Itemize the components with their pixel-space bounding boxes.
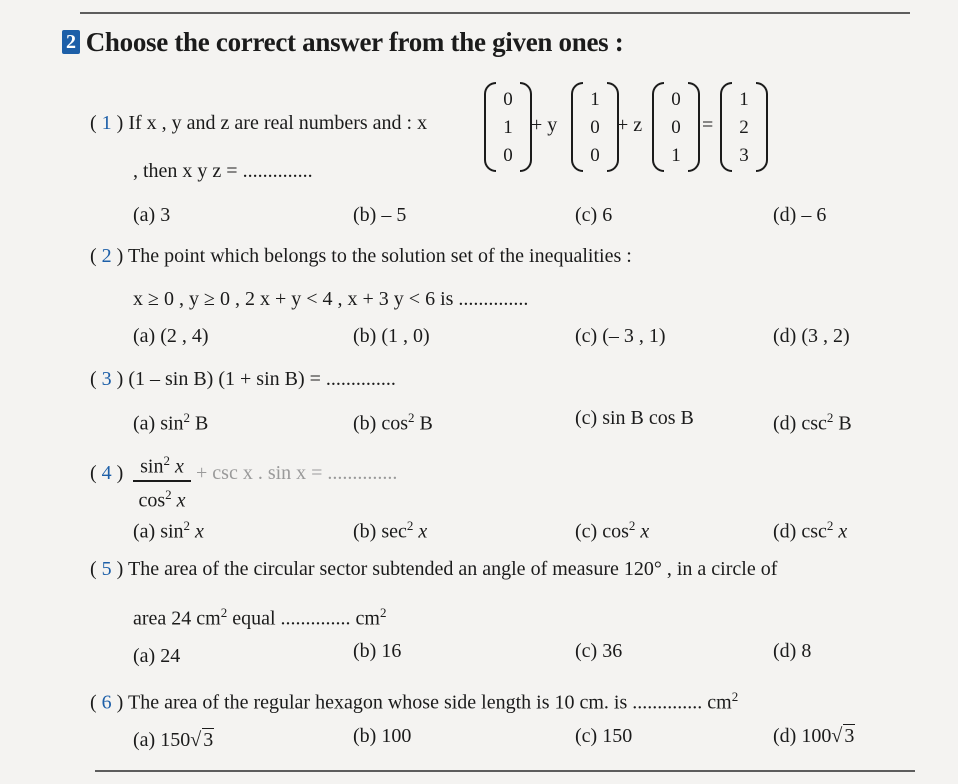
question-6-stem: The area of the regular hexagon whose side length is 10 cm. is .............. cm <box>127 691 732 714</box>
q2-option-b[interactable]: (b) (1 , 0) <box>353 325 430 347</box>
question-4-rest: + csc x . sin x = .............. <box>196 462 398 484</box>
q6-option-c[interactable]: (c) 150 <box>575 725 633 747</box>
q1-option-d[interactable]: (d) – 6 <box>773 204 827 226</box>
q1-option-a[interactable]: (a) 3 <box>133 204 171 226</box>
question-5-number: 5 <box>101 558 112 580</box>
question-3-stem: (1 – sin B) (1 + sin B) = .............. <box>128 368 396 390</box>
bottom-rule <box>95 770 915 772</box>
question-4-number: 4 <box>101 462 112 484</box>
question-3-text: ( 3 ) (1 – sin B) (1 + sin B) = .............. <box>90 368 396 390</box>
question-4-number-label: ( 4 ) <box>90 462 124 484</box>
q4-option-d[interactable]: (d) $\csc^2 x$ <box>773 518 848 543</box>
q1-option-b[interactable]: (b) – 5 <box>353 204 407 226</box>
operator-equals: = <box>702 114 714 136</box>
q3-option-b[interactable]: (b) $\cos^2 B$ <box>353 410 433 435</box>
q5-option-b[interactable]: (b) 16 <box>353 640 402 662</box>
question-1-stem: If x , y and z are real numbers and : x <box>128 112 428 134</box>
question-1-number: 1 <box>101 112 112 134</box>
question-3-number: 3 <box>101 368 112 390</box>
q3-option-a[interactable]: (a) $\sin^2 B$ <box>133 410 209 435</box>
question-5-line-2: area 24 $cm^2$ equal .............. $cm^2$ <box>133 605 387 630</box>
q5-option-d[interactable]: (d) 8 <box>773 640 812 662</box>
q4-option-a[interactable]: (a) $\sin^2 x$ <box>133 518 204 543</box>
question-6-number: 6 <box>101 691 112 714</box>
question-2-text: ( 2 ) The point which belongs to the solution set of the inequalities : <box>90 245 632 267</box>
operator-plus-y: + y <box>531 114 558 136</box>
question-5-stem: The area of the circular sector subtended an angle of measure 120° , in a circle of <box>127 558 778 580</box>
q4-option-c[interactable]: (c) $\cos^2 x$ <box>575 518 650 543</box>
question-2-number: 2 <box>101 245 112 267</box>
q3-option-c[interactable]: (c) sin B cos B <box>575 407 694 429</box>
section-number-badge: 2 <box>62 30 80 54</box>
q2-option-a[interactable]: (a) (2 , 4) <box>133 325 209 347</box>
q6-option-d[interactable]: (d) 100√ 3 <box>773 725 855 747</box>
q4-option-b[interactable]: (b) $\sec^2 x$ <box>353 518 428 543</box>
top-rule <box>80 12 910 14</box>
question-5-text: ( 5 ) The area of the circular sector subtended an angle of measure 120° , in a circle of <box>90 558 778 580</box>
question-2-stem: The point which belongs to the solution set of the inequalities : <box>127 245 632 267</box>
section-title: Choose the correct answer from the given ones : <box>85 27 624 57</box>
question-6-text: ( 6 ) The area of the regular hexagon whose side length is 10 cm. is .............. $cm^2$ <box>90 689 739 714</box>
q5-option-a[interactable]: (a) 24 <box>133 645 181 667</box>
section-heading <box>62 27 624 58</box>
operator-plus-z: + z <box>617 114 643 136</box>
question-4-fraction: $\sin^2 x$ $\cos^2 x$ <box>133 449 191 512</box>
q3-option-d[interactable]: (d) $\csc^2 B$ <box>773 410 852 435</box>
question-1-text: ( 1 ) If x , y and z are real numbers and : x <box>90 112 428 134</box>
question-2-line-2: x ≥ 0 , y ≥ 0 , 2 x + y < 4 , x + 3 y < 6 is .............. <box>133 288 529 310</box>
question-1-line-2: , then x y z = .............. <box>133 160 313 182</box>
q6-option-a[interactable]: (a) 150√ 3 <box>133 729 214 751</box>
q1-option-c[interactable]: (c) 6 <box>575 204 613 226</box>
q5-option-c[interactable]: (c) 36 <box>575 640 623 662</box>
q2-option-c[interactable]: (c) (– 3 , 1) <box>575 325 666 347</box>
q6-option-b[interactable]: (b) 100 <box>353 725 412 747</box>
q2-option-d[interactable]: (d) (3 , 2) <box>773 325 850 347</box>
